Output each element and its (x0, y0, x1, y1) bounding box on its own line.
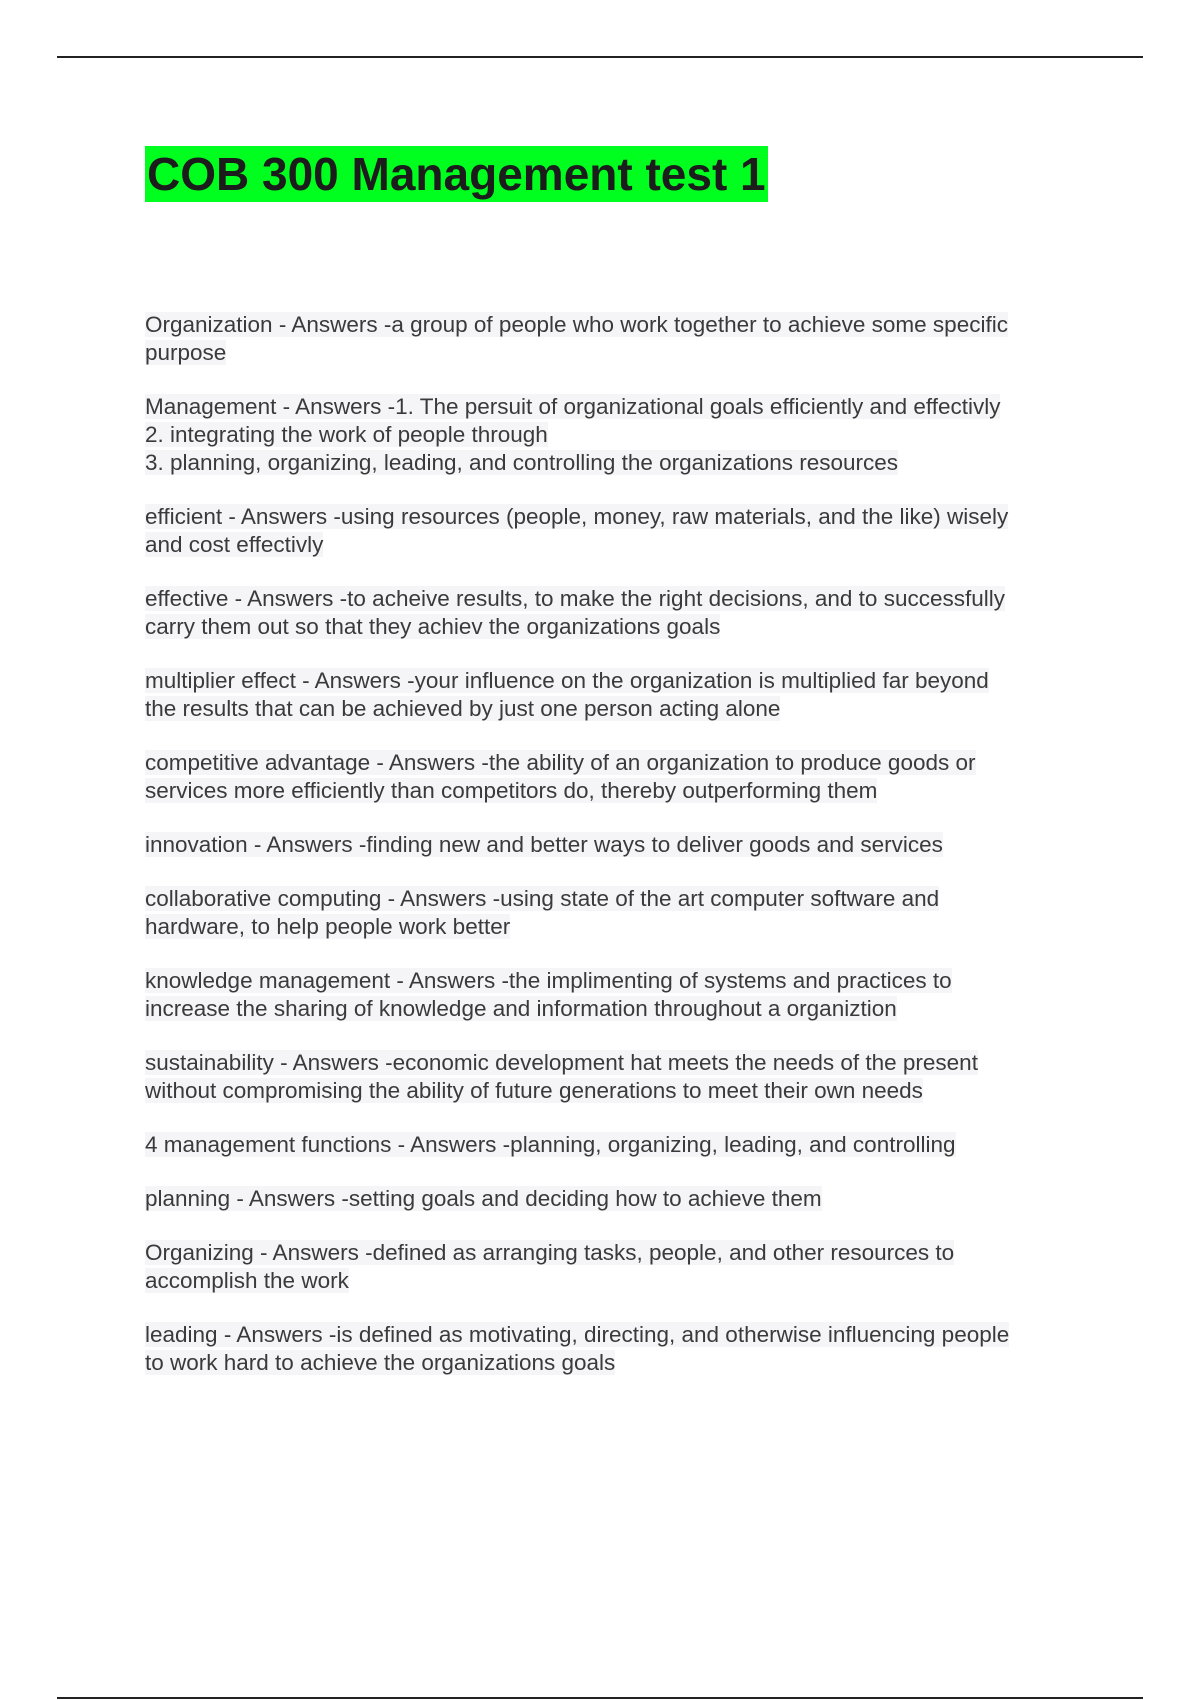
entry-line-text: collaborative computing - Answers -using state of the art computer software and (145, 886, 940, 911)
entry-line-text: multiplier effect - Answers -your influence on the organization is multiplied far beyond (145, 668, 989, 693)
entry-line (145, 1321, 1085, 1349)
entry-line (145, 449, 1085, 477)
entry-line-text: leading - Answers -is defined as motivating, directing, and otherwise influencing people (145, 1322, 1010, 1347)
entry-line-text: planning - Answers -setting goals and deciding how to achieve them (145, 1186, 822, 1211)
entry-line (145, 1239, 1085, 1267)
flashcard-list (145, 311, 1085, 1403)
entry-line (145, 967, 1085, 995)
document-title: COB 300 Management test 1 (147, 148, 766, 200)
entry-line (145, 1267, 1085, 1295)
flashcard-entry (145, 1131, 1085, 1159)
entry-line (145, 503, 1085, 531)
entry-line (145, 749, 1085, 777)
entry-line (145, 831, 1085, 859)
entry-line-text: and cost effectivly (145, 532, 324, 557)
top-rule (57, 56, 1143, 58)
entry-line-text: purpose (145, 340, 227, 365)
entry-line (145, 311, 1085, 339)
flashcard-entry (145, 885, 1085, 941)
entry-line-text: knowledge management - Answers -the implimenting of systems and practices to (145, 968, 952, 993)
bottom-rule (57, 1697, 1143, 1699)
entry-line (145, 1131, 1085, 1159)
flashcard-entry (145, 393, 1085, 477)
entry-line-text: accomplish the work (145, 1268, 349, 1293)
entry-line (145, 667, 1085, 695)
flashcard-entry (145, 967, 1085, 1023)
entry-line-text: to work hard to achieve the organizations goals (145, 1350, 616, 1375)
entry-line-text: 4 management functions - Answers -planning, organizing, leading, and controlling (145, 1132, 956, 1157)
entry-line (145, 1349, 1085, 1377)
entry-line-text: 3. planning, organizing, leading, and controlling the organizations resources (145, 450, 898, 475)
flashcard-entry (145, 749, 1085, 805)
entry-line (145, 913, 1085, 941)
entry-line-text: increase the sharing of knowledge and information throughout a organiztion (145, 996, 897, 1021)
entry-line (145, 339, 1085, 367)
entry-line-text: Management - Answers -1. The persuit of organizational goals efficiently and effectivly (145, 394, 1001, 419)
entry-line (145, 1185, 1085, 1213)
title-block (145, 146, 768, 202)
entry-line-text: competitive advantage - Answers -the ability of an organization to produce goods or (145, 750, 976, 775)
entry-line-text: efficient - Answers -using resources (people, money, raw materials, and the like) wisely (145, 504, 1009, 529)
entry-line-text: Organizing - Answers -defined as arranging tasks, people, and other resources to (145, 1240, 955, 1265)
flashcard-entry (145, 831, 1085, 859)
entry-line (145, 695, 1085, 723)
entry-line (145, 393, 1085, 421)
entry-line-text: carry them out so that they achiev the organizations goals (145, 614, 721, 639)
entry-line (145, 585, 1085, 613)
entry-line-text: 2. integrating the work of people through (145, 422, 548, 447)
entry-line (145, 1049, 1085, 1077)
entry-line (145, 613, 1085, 641)
entry-line-text: services more efficiently than competitors do, thereby outperforming them (145, 778, 878, 803)
entry-line-text: effective - Answers -to acheive results, to make the right decisions, and to successfully (145, 586, 1005, 611)
flashcard-entry (145, 1185, 1085, 1213)
flashcard-entry (145, 1049, 1085, 1105)
flashcard-entry (145, 667, 1085, 723)
entry-line (145, 777, 1085, 805)
entry-line-text: without compromising the ability of future generations to meet their own needs (145, 1078, 923, 1103)
flashcard-entry (145, 311, 1085, 367)
flashcard-entry (145, 1239, 1085, 1295)
entry-line (145, 421, 1085, 449)
entry-line-text: sustainability - Answers -economic development hat meets the needs of the present (145, 1050, 978, 1075)
flashcard-entry (145, 1321, 1085, 1377)
entry-line-text: innovation - Answers -finding new and better ways to deliver goods and services (145, 832, 943, 857)
entry-line-text: hardware, to help people work better (145, 914, 511, 939)
flashcard-entry (145, 585, 1085, 641)
entry-line (145, 531, 1085, 559)
entry-line (145, 885, 1085, 913)
entry-line-text: the results that can be achieved by just one person acting alone (145, 696, 781, 721)
entry-line (145, 1077, 1085, 1105)
entry-line (145, 995, 1085, 1023)
entry-line-text: Organization - Answers -a group of people who work together to achieve some specific (145, 312, 1008, 337)
flashcard-entry (145, 503, 1085, 559)
